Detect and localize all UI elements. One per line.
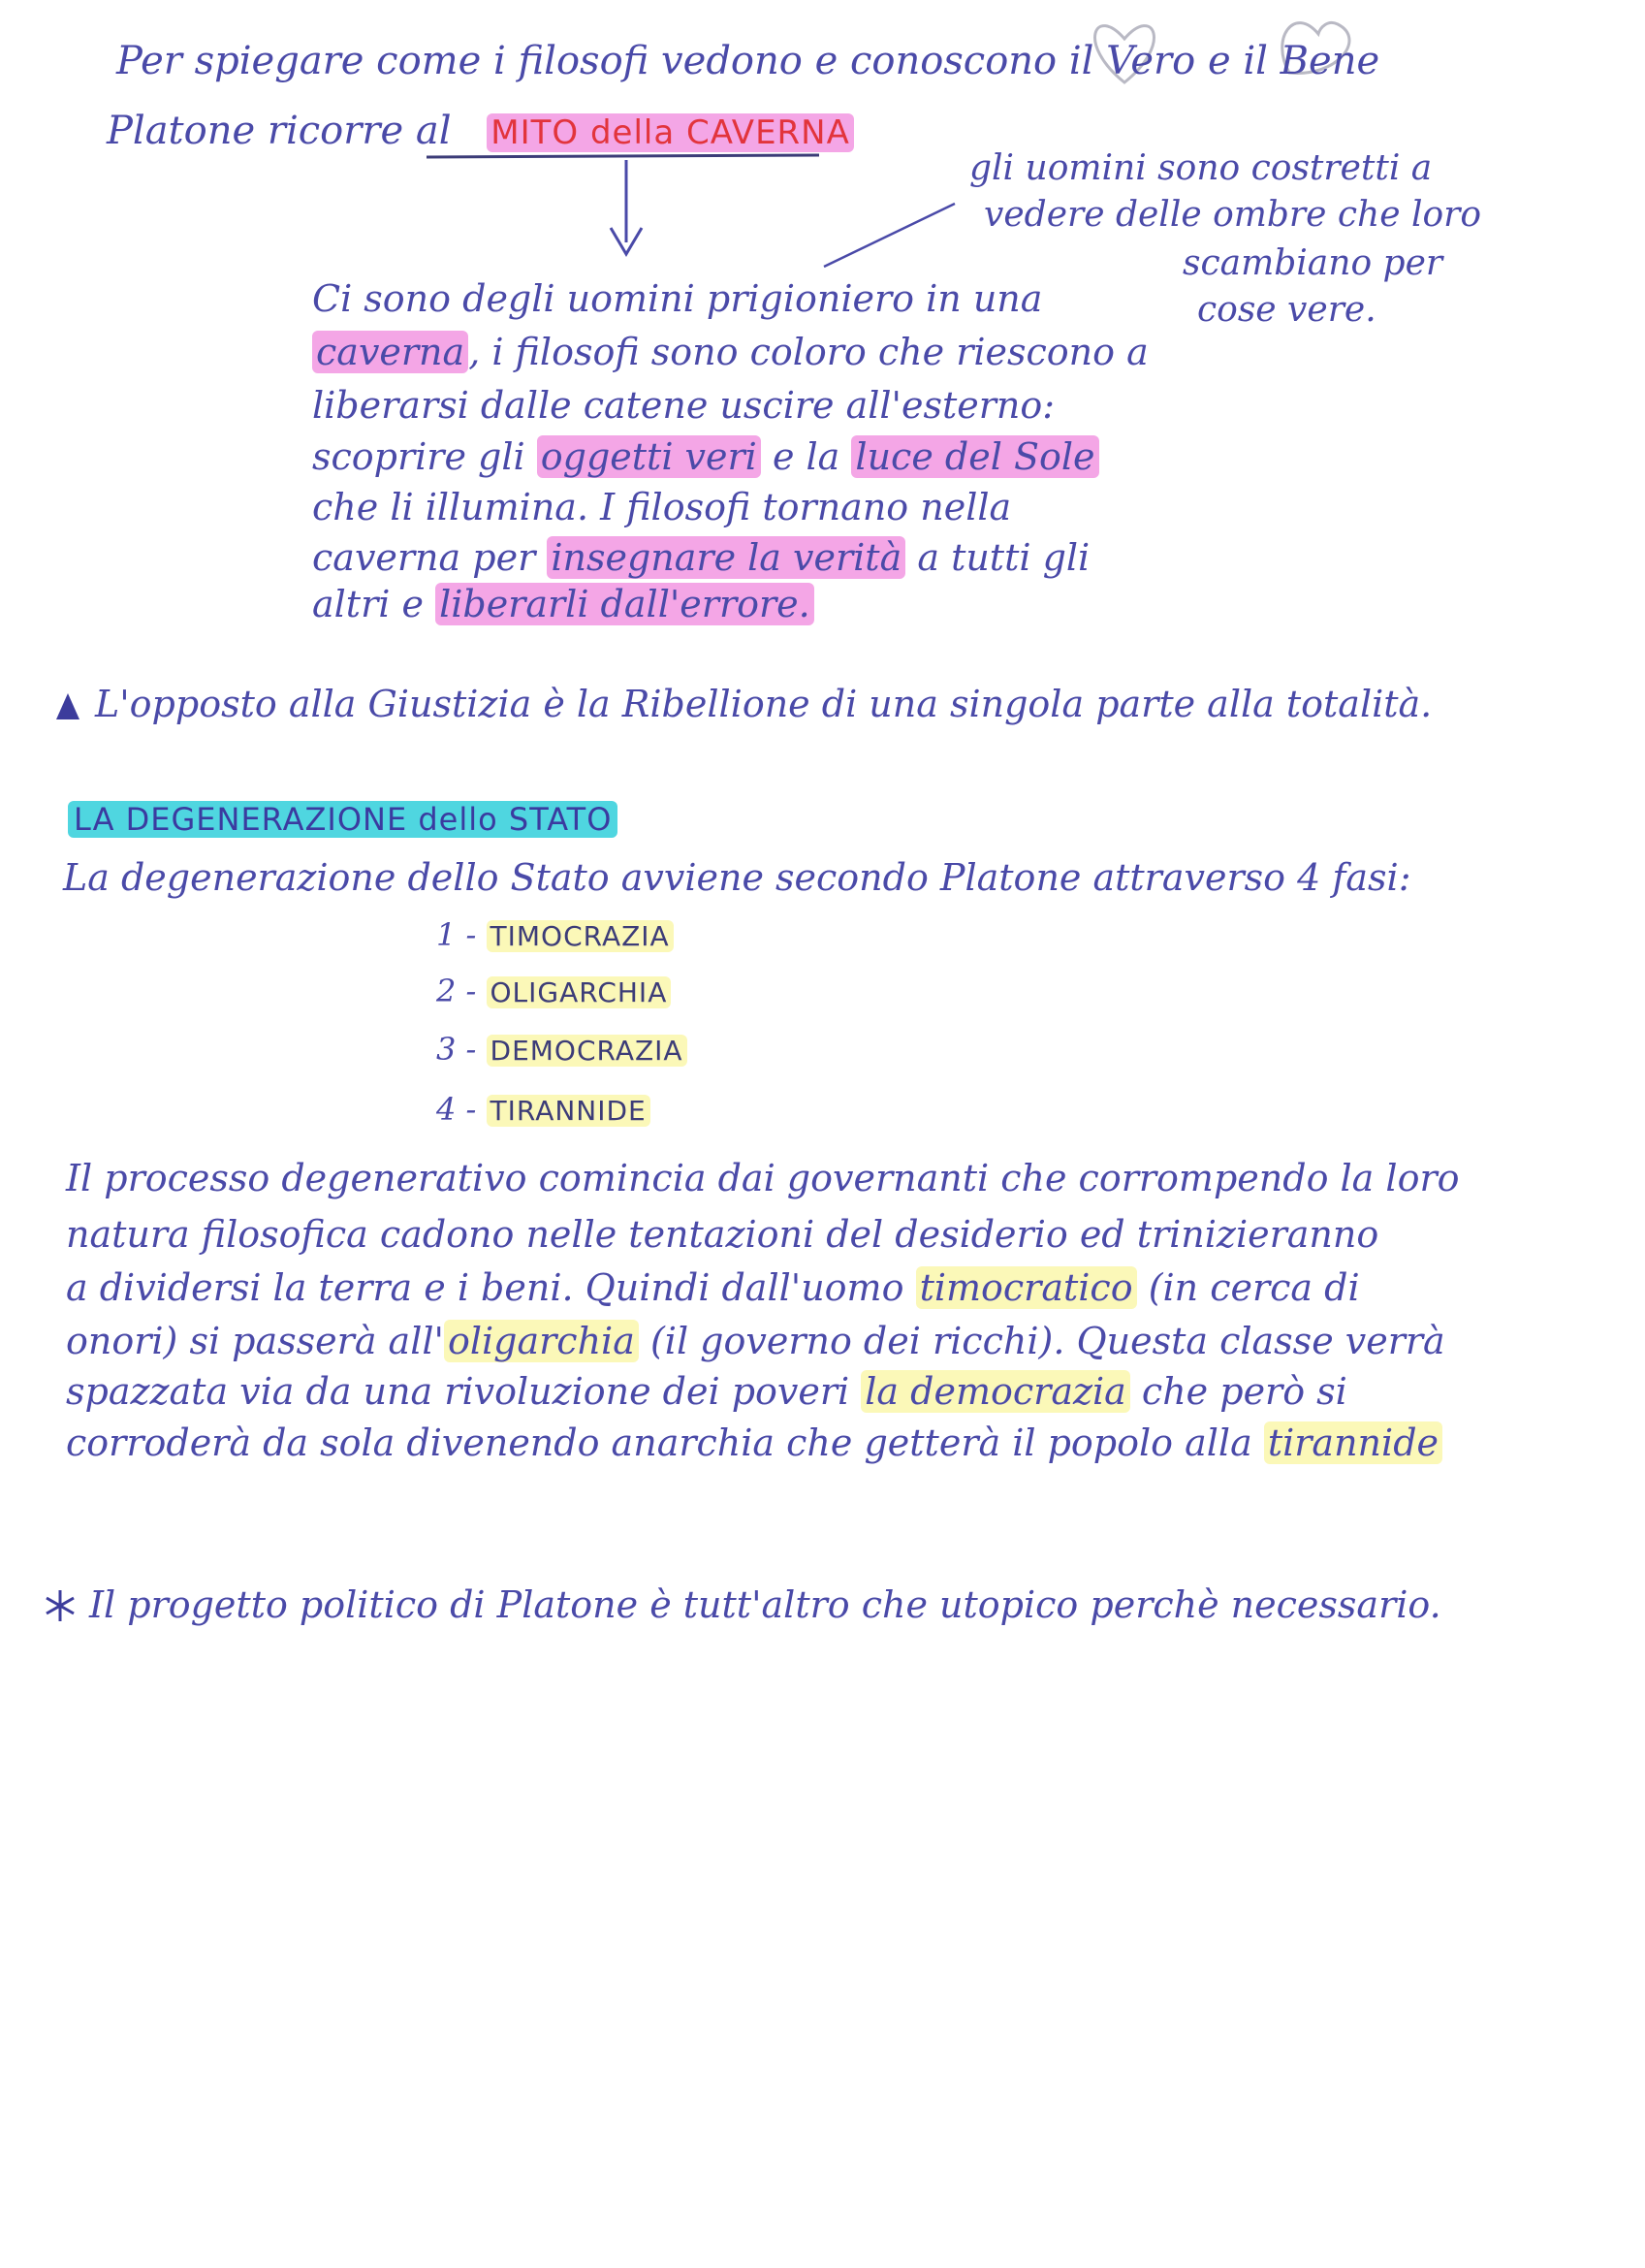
list-item	[436, 1091, 650, 1128]
intro-line-2	[107, 109, 854, 155]
processo-line-5-a: spazzata via da una rivoluzione dei poveri	[66, 1370, 850, 1413]
caverna-line-7	[312, 582, 814, 626]
processo-line-2: natura filosofica cadono nelle tentazioni del desiderio ed trinizieranno	[66, 1213, 1379, 1256]
caverna-line-6-b: a tutti gli	[917, 536, 1091, 579]
side-note-line-3: scambiano per	[1183, 243, 1443, 283]
caverna-line-6	[312, 535, 1090, 580]
highlight-oligarchia: oligarchia	[444, 1320, 639, 1362]
processo-line-1: Il processo degenerativo comincia dai governanti che corrompendo la loro	[66, 1157, 1460, 1199]
degenerazione-intro: La degenerazione dello Stato avviene secondo Platone attraverso 4 fasi:	[63, 856, 1411, 899]
highlight-timocratico: timocratico	[916, 1266, 1137, 1309]
degenerazione-title	[68, 795, 617, 842]
list-item	[436, 1031, 687, 1068]
processo-line-4-a: onori) si passerà all'	[66, 1320, 444, 1362]
list-item-label: DEMOCRAZIA	[487, 1035, 687, 1067]
mito-title: MITO della CAVERNA	[487, 113, 854, 152]
list-item-number: 4 -	[436, 1091, 477, 1128]
processo-line-5-b: che però si	[1141, 1370, 1347, 1413]
giustizia-statement: L'opposto alla Giustizia è la Ribellione di una singola parte alla totalità.	[95, 683, 1433, 725]
highlight-insegnare: insegnare la verità	[547, 536, 905, 579]
side-note-line-1: gli uomini sono costretti a	[969, 148, 1433, 188]
caverna-line-2-rest: , i filosofi sono coloro che riescono a	[468, 331, 1149, 373]
intro-line-2-prefix: Platone ricorre al	[107, 109, 452, 153]
side-note-line-4: cose vere.	[1197, 290, 1376, 330]
asterisk-bullet-icon	[47, 1590, 74, 1621]
caverna-line-2	[312, 330, 1149, 374]
highlight-luce-del-sole: luce del Sole	[851, 435, 1098, 478]
triangle-bullet-icon	[56, 693, 79, 719]
list-item-number: 1 -	[436, 916, 477, 953]
side-note-connector	[824, 204, 955, 267]
caverna-line-7-a: altri e	[312, 583, 424, 625]
processo-line-3-b: (in cerca di	[1148, 1266, 1360, 1309]
caverna-line-4-a: scoprire gli	[312, 435, 525, 478]
side-note-line-2: vedere delle ombre che loro	[984, 195, 1482, 235]
processo-line-5	[66, 1369, 1347, 1414]
highlight-caverna: caverna	[312, 331, 468, 373]
section-title: LA DEGENERAZIONE dello STATO	[68, 801, 617, 838]
caverna-line-3: liberarsi dalle catene uscire all'esterno:	[312, 384, 1056, 427]
list-item-label: TIMOCRAZIA	[487, 920, 674, 952]
intro-line-1: Per spiegare come i filosofi vedono e conoscono il Vero e il Bene	[116, 39, 1380, 83]
list-item-label: OLIGARCHIA	[487, 976, 672, 1008]
caverna-line-4	[312, 434, 1099, 479]
processo-line-4-b: (il governo dei ricchi). Questa classe verrà	[649, 1320, 1445, 1362]
highlight-tirannide: tirannide	[1264, 1421, 1442, 1464]
progetto-statement: Il progetto politico di Platone è tutt'altro che utopico perchè necessario.	[89, 1583, 1441, 1626]
list-item	[436, 916, 674, 953]
processo-line-3-a: a dividersi la terra e i beni. Quindi dall'uomo	[66, 1266, 904, 1309]
highlight-democrazia: la democrazia	[861, 1370, 1130, 1413]
list-item-number: 2 -	[436, 973, 477, 1009]
processo-line-6-a: corroderà da sola divenendo anarchia che getterà il popolo alla	[66, 1421, 1252, 1464]
list-item-label: TIRANNIDE	[487, 1095, 650, 1127]
processo-line-4	[66, 1319, 1445, 1363]
caverna-line-5: che li illumina. I filosofi tornano nella	[312, 486, 1012, 528]
caverna-line-4-b: e la	[772, 435, 840, 478]
list-item	[436, 973, 671, 1009]
mito-underline	[427, 155, 819, 157]
highlight-oggetti-veri: oggetti veri	[537, 435, 761, 478]
highlight-liberarli: liberarli dall'errore.	[435, 583, 814, 625]
caverna-line-1: Ci sono degli uomini prigioniero in una	[312, 277, 1043, 320]
processo-line-3	[66, 1265, 1360, 1310]
caverna-line-6-a: caverna per	[312, 536, 536, 579]
list-item-number: 3 -	[436, 1031, 477, 1068]
processo-line-6	[66, 1421, 1442, 1465]
